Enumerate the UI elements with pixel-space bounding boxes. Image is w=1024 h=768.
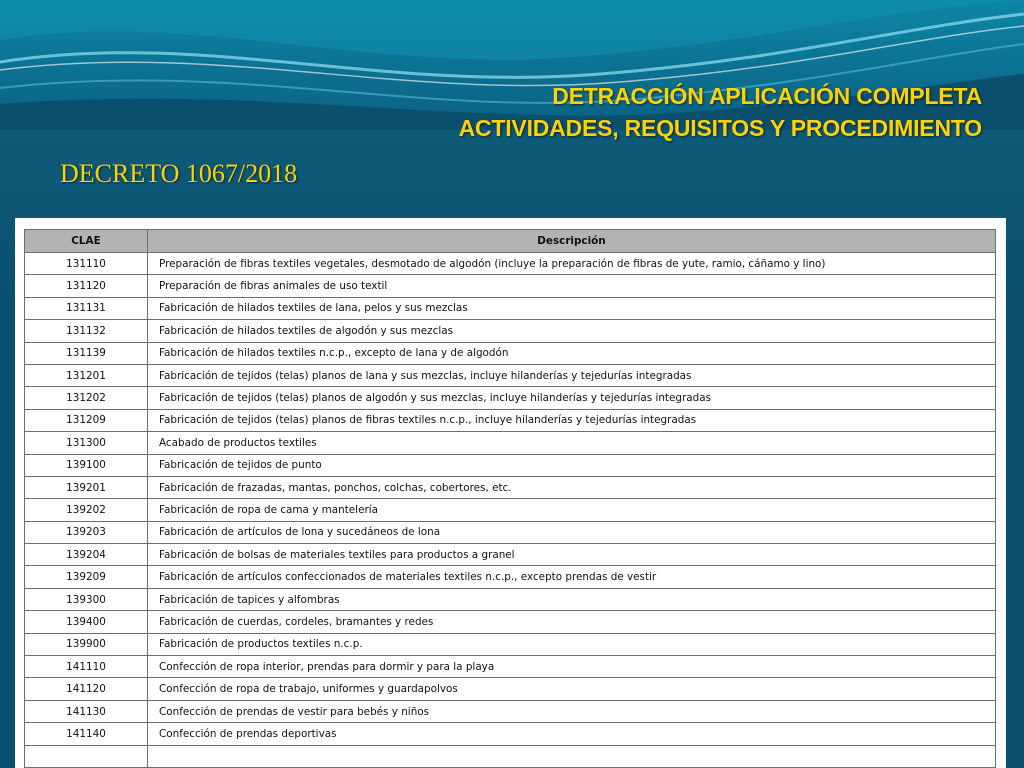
description-cell: Confección de ropa de trabajo, uniformes y guardapolvos bbox=[148, 678, 996, 700]
table-row bbox=[25, 656, 996, 678]
clae-code-cell: 139203 bbox=[25, 521, 148, 543]
table-header-row bbox=[25, 230, 996, 253]
clae-code-cell: 139400 bbox=[25, 611, 148, 633]
table-row bbox=[25, 342, 996, 364]
table-row bbox=[25, 432, 996, 454]
description-cell: Fabricación de hilados textiles de lana, pelos y sus mezclas bbox=[148, 297, 996, 319]
table-row bbox=[25, 454, 996, 476]
clae-code-cell: 131209 bbox=[25, 409, 148, 431]
table-row bbox=[25, 723, 996, 745]
description-cell: Confección de ropa interior, prendas para dormir y para la playa bbox=[148, 656, 996, 678]
clae-code-cell: 139900 bbox=[25, 633, 148, 655]
clae-code-cell: 131110 bbox=[25, 253, 148, 275]
clae-code-cell: 131300 bbox=[25, 432, 148, 454]
description-cell: Confección de prendas de vestir para bebés y niños bbox=[148, 700, 996, 722]
clae-code-cell: 131120 bbox=[25, 275, 148, 297]
clae-code-cell: 131139 bbox=[25, 342, 148, 364]
description-cell: Fabricación de productos textiles n.c.p. bbox=[148, 633, 996, 655]
description-cell: Fabricación de tejidos (telas) planos de algodón y sus mezclas, incluye hilanderías y tejedurías integradas bbox=[148, 387, 996, 409]
table-row bbox=[25, 499, 996, 521]
description-cell: Fabricación de tapices y alfombras bbox=[148, 588, 996, 610]
title-line-1: DETRACCIÓN APLICACIÓN COMPLETA bbox=[552, 83, 982, 109]
clae-code-cell: 141130 bbox=[25, 700, 148, 722]
clae-code-cell: 141140 bbox=[25, 723, 148, 745]
table-row bbox=[25, 275, 996, 297]
table-row bbox=[25, 253, 996, 275]
clae-code-cell: 131202 bbox=[25, 387, 148, 409]
table-row bbox=[25, 588, 996, 610]
clae-code-cell bbox=[25, 745, 148, 767]
activities-table-panel bbox=[15, 218, 1006, 768]
clae-code-cell: 139209 bbox=[25, 566, 148, 588]
description-cell: Fabricación de hilados textiles n.c.p., excepto de lana y de algodón bbox=[148, 342, 996, 364]
clae-code-cell: 139201 bbox=[25, 476, 148, 498]
header-clae: CLAE bbox=[25, 230, 148, 253]
description-cell: Preparación de fibras textiles vegetales, desmotado de algodón (incluye la preparación de fibras de yute, ramio, cáñamo y lino) bbox=[148, 253, 996, 275]
description-cell: Confección de prendas deportivas bbox=[148, 723, 996, 745]
description-cell: Fabricación de frazadas, mantas, ponchos, colchas, cobertores, etc. bbox=[148, 476, 996, 498]
table-row bbox=[25, 387, 996, 409]
description-cell: Fabricación de artículos confeccionados de materiales textiles n.c.p., excepto prendas de vestir bbox=[148, 566, 996, 588]
clae-code-cell: 131201 bbox=[25, 364, 148, 386]
table-row bbox=[25, 745, 996, 767]
description-cell: Fabricación de tejidos (telas) planos de fibras textiles n.c.p., incluye hilanderías y tejedurías integradas bbox=[148, 409, 996, 431]
table-body bbox=[25, 253, 996, 768]
clae-code-cell: 139100 bbox=[25, 454, 148, 476]
clae-code-cell: 139202 bbox=[25, 499, 148, 521]
table-row bbox=[25, 633, 996, 655]
table-row bbox=[25, 611, 996, 633]
clae-code-cell: 139204 bbox=[25, 544, 148, 566]
description-cell: Fabricación de tejidos de punto bbox=[148, 454, 996, 476]
table-row bbox=[25, 297, 996, 319]
description-cell: Preparación de fibras animales de uso textil bbox=[148, 275, 996, 297]
description-cell: Acabado de productos textiles bbox=[148, 432, 996, 454]
table-row bbox=[25, 544, 996, 566]
clae-code-cell: 141110 bbox=[25, 656, 148, 678]
description-cell: Fabricación de tejidos (telas) planos de lana y sus mezclas, incluye hilanderías y tejedurías integradas bbox=[148, 364, 996, 386]
table-row bbox=[25, 521, 996, 543]
clae-code-cell: 139300 bbox=[25, 588, 148, 610]
description-cell: Fabricación de artículos de lona y sucedáneos de lona bbox=[148, 521, 996, 543]
header-descripcion: Descripción bbox=[148, 230, 996, 253]
table-row bbox=[25, 409, 996, 431]
table-row bbox=[25, 364, 996, 386]
table-row bbox=[25, 678, 996, 700]
table-row bbox=[25, 566, 996, 588]
slide-title bbox=[459, 80, 982, 144]
table-row bbox=[25, 476, 996, 498]
clae-code-cell: 131131 bbox=[25, 297, 148, 319]
description-cell bbox=[148, 745, 996, 767]
table-row bbox=[25, 700, 996, 722]
table-row bbox=[25, 320, 996, 342]
description-cell: Fabricación de cuerdas, cordeles, bramantes y redes bbox=[148, 611, 996, 633]
decree-subtitle: DECRETO 1067/2018 bbox=[60, 159, 298, 188]
description-cell: Fabricación de hilados textiles de algodón y sus mezclas bbox=[148, 320, 996, 342]
activities-table bbox=[24, 229, 996, 768]
description-cell: Fabricación de bolsas de materiales textiles para productos a granel bbox=[148, 544, 996, 566]
title-line-2: ACTIVIDADES, REQUISITOS Y PROCEDIMIENTO bbox=[458, 115, 982, 141]
description-cell: Fabricación de ropa de cama y mantelería bbox=[148, 499, 996, 521]
clae-code-cell: 141120 bbox=[25, 678, 148, 700]
clae-code-cell: 131132 bbox=[25, 320, 148, 342]
